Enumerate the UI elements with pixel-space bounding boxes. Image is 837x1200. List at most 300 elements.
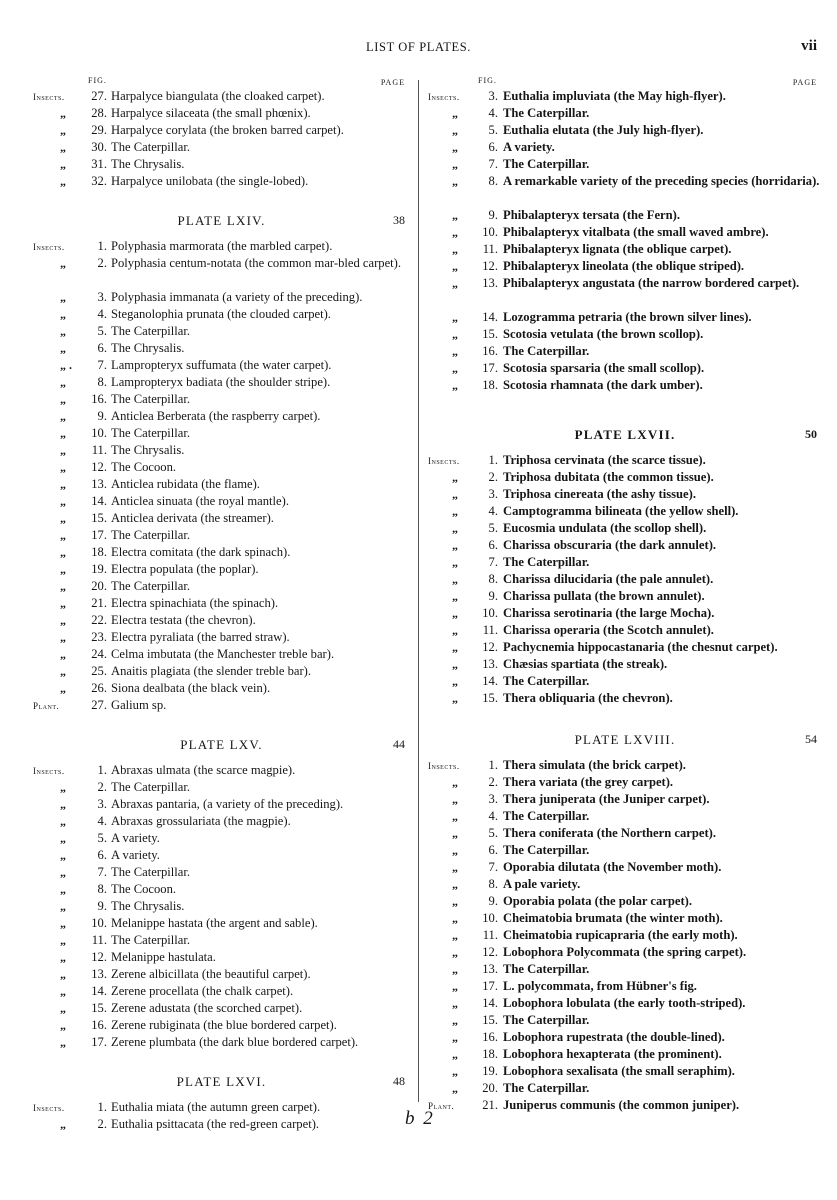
entry-text: Euthalia elutata (the July high-flyer). [503,123,704,137]
figure-number: 6. [488,843,498,857]
list-item [428,605,822,622]
fig-label: FIG. [88,76,107,85]
entry-text: Melanippe hastulata. [111,950,216,964]
list-item [33,864,410,881]
entry-text: Polyphasia immanata (a variety of the preceding). [111,290,363,304]
ditto-mark: „ [452,809,458,823]
column-header [33,74,410,88]
figure-number: 12. [482,259,498,273]
list-item [428,537,822,554]
figure-number: 7. [97,865,107,879]
figure-number: 29. [91,123,107,137]
list-item [428,808,822,825]
entry-text: Lozogramma petraria (the brown silver lines). [503,310,752,324]
entry-list [33,238,410,714]
ditto-mark: „ [452,945,458,959]
entry-text: The Caterpillar. [111,324,191,338]
entry-list [33,88,410,190]
entry-text: Polyphasia marmorata (the marbled carpet). [111,239,333,253]
figure-number: 16. [91,392,107,406]
ditto-mark: „ [60,290,66,304]
figure-number: 11. [91,443,107,457]
ditto-mark: „ [452,792,458,806]
entry-text: The Caterpillar. [503,674,590,688]
figure-number: 30. [91,140,107,154]
ditto-mark: „ [60,511,66,525]
figure-number: 11. [91,933,107,947]
entry-text: Scotosia sparsaria (the small scollop). [503,361,705,375]
entry-list [33,762,410,1051]
figure-number: 13. [482,657,498,671]
entry-text: Charissa serotinaria (the large Mocha). [503,606,715,620]
ditto-mark: „ [452,123,458,137]
figure-number: 15. [91,1001,107,1015]
entry-text: Phibalapteryx angustata (the narrow bordered carpet). [503,276,800,290]
figure-number: 21. [91,596,107,610]
figure-number: 13. [91,477,107,491]
ditto-mark: „ [60,916,66,930]
list-item [33,663,410,680]
entry-text: The Caterpillar. [503,157,590,171]
ditto-mark: „ [60,562,66,576]
figure-number: 14. [91,494,107,508]
figure-number: 10. [482,606,498,620]
ditto-mark: „ [452,1030,458,1044]
list-item [33,408,410,425]
list-item [33,527,410,544]
plate-title: PLATE LXVIII. [574,732,676,747]
ditto-mark: „ [60,681,66,695]
plate-heading [33,1061,410,1099]
ditto-mark: „ [60,528,66,542]
ditto-mark: „ [60,1018,66,1032]
figure-number: 13. [482,962,498,976]
figure-number: 1. [97,239,107,253]
figure-number: 4. [488,504,498,518]
list-item [33,881,410,898]
entry-text: Oporabia polata (the polar carpet). [503,894,693,908]
figure-number: 4. [488,809,498,823]
entry-text: The Caterpillar. [503,962,590,976]
list-item [428,554,822,571]
entry-text: A pale variety. [503,877,581,891]
ditto-mark: „ [452,691,458,705]
list-item [33,88,410,105]
entry-text: Anticlea derivata (the streamer). [111,511,274,525]
list-item [33,932,410,949]
entry-text: Electra pyraliata (the barred straw). [111,630,290,644]
ditto-mark: „ [60,1035,66,1049]
entry-text: Zerene albicillata (the beautiful carpet). [111,967,311,981]
figure-number: 12. [482,640,498,654]
entry-text: Electra spinachiata (the spinach). [111,596,279,610]
page-number: vii [801,38,817,54]
plate-page: 44 [393,737,405,751]
figure-number: 15. [482,327,498,341]
ditto-mark: „ [452,996,458,1010]
list-item [428,571,822,588]
entry-text: Lobophora rupestrata (the double-lined). [503,1030,725,1044]
left-column [33,74,410,1133]
list-item [33,697,410,714]
figure-number: 6. [488,538,498,552]
entry-text: Euthalia psittacata (the red-green carpet). [111,1117,320,1131]
list-item [428,1012,822,1029]
ditto-mark: „ [452,894,458,908]
list-item [33,966,410,983]
list-item [428,139,822,156]
figure-number: 24. [91,647,107,661]
entry-text: Cheimatobia rupicapraria (the early moth). [503,928,738,942]
entry-text: The Caterpillar. [503,344,590,358]
ditto-mark: „ [452,623,458,637]
entry-text: The Caterpillar. [503,843,590,857]
figure-number: 20. [91,579,107,593]
list-item [33,544,410,561]
entry-text: Scotosia rhamnata (the dark umber). [503,378,703,392]
list-item [428,326,822,343]
figure-number: 16. [482,1030,498,1044]
list-item [428,656,822,673]
category-label: Plant. [428,1101,455,1111]
ditto-mark: „ [452,259,458,273]
figure-number: 8. [97,375,107,389]
entry-text: Camptogramma bilineata (the yellow shell). [503,504,739,518]
entry-text: The Caterpillar. [111,780,191,794]
list-item [33,830,410,847]
list-item [428,360,822,377]
list-item [428,757,822,774]
entry-text: The Cocoon. [111,460,177,474]
entry-text: Charissa pullata (the brown annulet). [503,589,705,603]
ditto-mark: „ [452,157,458,171]
ditto-mark: „ [452,208,458,222]
figure-number: 17. [91,528,107,542]
ditto-mark: „ [60,596,66,610]
figure-number: 8. [97,882,107,896]
list-item [428,995,822,1012]
list-item [33,442,410,459]
ditto-mark: „ [452,1047,458,1061]
figure-number: 10. [91,426,107,440]
entry-text: A remarkable variety of the preceding species (horridaria). [503,174,820,188]
list-item [33,1034,410,1051]
entry-text: Electra comitata (the dark spinach). [111,545,291,559]
list-item [33,898,410,915]
ditto-mark: „ [452,1081,458,1095]
list-item [428,122,822,139]
list-item [428,1046,822,1063]
ditto-mark: „ [60,324,66,338]
list-item [33,425,410,442]
ditto-mark: „ [452,572,458,586]
figure-number: 10. [482,225,498,239]
figure-number: 21. [482,1098,498,1112]
entry-text: The Caterpillar. [111,865,191,879]
list-item [428,452,822,469]
figure-number: 10. [482,911,498,925]
figure-number: 17. [91,1035,107,1049]
entry-text: The Chrysalis. [111,157,185,171]
figure-number: 15. [482,691,498,705]
list-item [33,612,410,629]
list-item [428,377,822,394]
ditto-mark: „ [60,140,66,154]
figure-number: 13. [482,276,498,290]
entry-text: Anticlea sinuata (the royal mantle). [111,494,289,508]
list-item [33,340,410,357]
ditto-mark: „ [60,630,66,644]
entry-text: Lampropteryx badiata (the shoulder stripe). [111,375,331,389]
ditto-mark: „ [452,310,458,324]
ditto-mark: „ [452,860,458,874]
figure-number: 6. [488,140,498,154]
entry-text: Anticlea Berberata (the raspberry carpet). [111,409,321,423]
ditto-mark: „ [452,843,458,857]
figure-number: 5. [488,521,498,535]
figure-number: 4. [97,307,107,321]
figure-number: 2. [97,780,107,794]
figure-number: 10. [91,916,107,930]
ditto-mark: „ [60,341,66,355]
list-item [428,588,822,605]
figure-number: 9. [488,894,498,908]
list-item [33,796,410,813]
plate-heading [428,719,822,757]
column-header [428,74,822,88]
list-item [428,690,822,707]
entry-text: The Caterpillar. [111,392,191,406]
list-item [428,105,822,122]
figure-number: 4. [97,814,107,828]
ditto-mark: „ [60,647,66,661]
list-item [428,207,822,224]
ditto-mark: „ [60,123,66,137]
ditto-mark: „ [60,848,66,862]
figure-number: 9. [488,589,498,603]
list-item [33,374,410,391]
ditto-mark: „ [452,174,458,188]
list-item [33,289,410,306]
entry-text: A variety. [111,831,160,845]
ditto-mark: „ [452,344,458,358]
figure-number: 11. [482,928,498,942]
list-item [428,876,822,893]
plate-heading [33,200,410,238]
entry-text: Lobophora Polycommata (the spring carpet). [503,945,747,959]
list-item [428,910,822,927]
list-item [428,927,822,944]
entry-text: Galium sp. [111,698,167,712]
entry-text: Lobophora sexalisata (the small seraphim). [503,1064,735,1078]
entry-text: The Caterpillar. [111,140,191,154]
fig-label: FIG. [478,76,497,85]
list-item [33,578,410,595]
list-item [428,275,822,309]
entry-list [428,757,822,1114]
figure-number: 28. [91,106,107,120]
figure-number: 27. [91,698,107,712]
ditto-mark: „ [452,640,458,654]
entry-text: Thera juniperata (the Juniper carpet). [503,792,710,806]
list-item [428,173,822,207]
ditto-mark: „ [60,443,66,457]
ditto-mark: „ [452,1013,458,1027]
ditto-mark: „ [452,911,458,925]
ditto-mark: „ [60,477,66,491]
category-label: Insects. [428,456,460,466]
figure-number: 2. [488,775,498,789]
entry-text: The Caterpillar. [111,528,191,542]
ditto-mark: „ [60,984,66,998]
figure-number: 3. [488,792,498,806]
ditto-mark: „ [60,950,66,964]
ditto-mark: „ [60,545,66,559]
list-item [428,1080,822,1097]
category-label: Insects. [428,761,460,771]
entry-list [428,88,822,394]
list-item [33,595,410,612]
entry-text: Abraxas pantaria, (a variety of the preceding). [111,797,344,811]
entry-text: Harpalyce corylata (the broken barred carpet). [111,123,344,137]
figure-number: 8. [488,572,498,586]
category-label: Insects. [33,92,65,102]
column-divider [418,80,419,1102]
entry-text: A variety. [111,848,160,862]
entry-text: Abraxas ulmata (the scarce magpie). [111,763,296,777]
ditto-mark: „ [452,378,458,392]
ditto-mark: „ [452,140,458,154]
figure-number: 11. [482,242,498,256]
entry-text: Siona dealbata (the black vein). [111,681,271,695]
ditto-mark: „ [60,797,66,811]
entry-text: Triphosa cinereata (the ashy tissue). [503,487,696,501]
figure-number: 15. [91,511,107,525]
figure-number: 14. [482,674,498,688]
ditto-mark: „ [60,1117,66,1131]
entry-text: Thera simulata (the brick carpet). [503,758,686,772]
entry-text: Thera obliquaria (the chevron). [503,691,673,705]
entry-text: Phibalapteryx lignata (the oblique carpet). [503,242,732,256]
category-label: Plant. [33,701,60,711]
entry-text: Pachycnemia hippocastanaria (the chesnut carpet). [503,640,778,654]
ditto-mark: „ [60,780,66,794]
figure-number: 4. [488,106,498,120]
ditto-mark: „ . [60,358,72,372]
figure-number: 22. [91,613,107,627]
entry-list [428,452,822,707]
figure-number: 2. [97,256,107,270]
figure-number: 6. [97,848,107,862]
entry-text: The Caterpillar. [503,555,590,569]
plate-title: PLATE LXV. [180,737,263,752]
plate-title: PLATE LXVI. [176,1074,267,1089]
list-item [33,1116,410,1133]
figure-number: 6. [97,341,107,355]
entry-list [33,1099,410,1133]
entry-text: The Caterpillar. [111,579,191,593]
list-item [33,122,410,139]
plate-page: 48 [393,1074,405,1088]
figure-number: 7. [97,358,107,372]
ditto-mark: „ [60,882,66,896]
ditto-mark: „ [452,504,458,518]
list-item [33,779,410,796]
list-item [428,859,822,876]
list-item [428,241,822,258]
figure-number: 7. [488,555,498,569]
ditto-mark: „ [60,899,66,913]
plate-page: 38 [393,213,405,227]
entry-text: Celma imbutata (the Manchester treble bar). [111,647,335,661]
ditto-mark: „ [452,962,458,976]
ditto-mark: „ [452,1064,458,1078]
figure-number: 17. [482,361,498,375]
category-label: Insects. [33,766,65,776]
entry-text: Electra populata (the poplar). [111,562,259,576]
list-item [33,813,410,830]
entry-text: Zerene rubiginata (the blue bordered carpet). [111,1018,337,1032]
ditto-mark: „ [60,494,66,508]
list-item [33,762,410,779]
signature-mark: b 2 [405,1108,435,1129]
ditto-mark: „ [452,538,458,552]
list-item [33,255,410,289]
entry-text: Euthalia miata (the autumn green carpet). [111,1100,321,1114]
list-item [428,791,822,808]
list-item [428,842,822,859]
figure-number: 9. [97,899,107,913]
figure-number: 18. [91,545,107,559]
figure-number: 15. [482,1013,498,1027]
entry-text: A variety. [503,140,555,154]
figure-number: 8. [488,877,498,891]
list-item [428,469,822,486]
figure-number: 16. [91,1018,107,1032]
ditto-mark: „ [452,225,458,239]
list-item [33,238,410,255]
entry-text: The Chrysalis. [111,443,185,457]
list-item [33,847,410,864]
list-item [33,646,410,663]
ditto-mark: „ [60,933,66,947]
entry-text: Cheimatobia brumata (the winter moth). [503,911,723,925]
entry-text: The Caterpillar. [503,809,590,823]
figure-number: 9. [488,208,498,222]
list-item [428,893,822,910]
ditto-mark: „ [452,361,458,375]
ditto-mark: „ [60,967,66,981]
list-item [428,774,822,791]
category-label: Insects. [33,1103,65,1113]
figure-number: 1. [488,758,498,772]
figure-number: 19. [91,562,107,576]
ditto-mark: „ [452,106,458,120]
figure-number: 1. [488,453,498,467]
figure-number: 3. [488,89,498,103]
figure-number: 26. [91,681,107,695]
entry-text: The Cocoon. [111,882,177,896]
list-item [428,309,822,326]
figure-number: 8. [488,174,498,188]
figure-number: 3. [97,797,107,811]
list-item [428,944,822,961]
list-item [33,476,410,493]
figure-number: 5. [488,826,498,840]
ditto-mark: „ [452,928,458,942]
entry-text: Charissa operaria (the Scotch annulet). [503,623,714,637]
figure-number: 13. [91,967,107,981]
